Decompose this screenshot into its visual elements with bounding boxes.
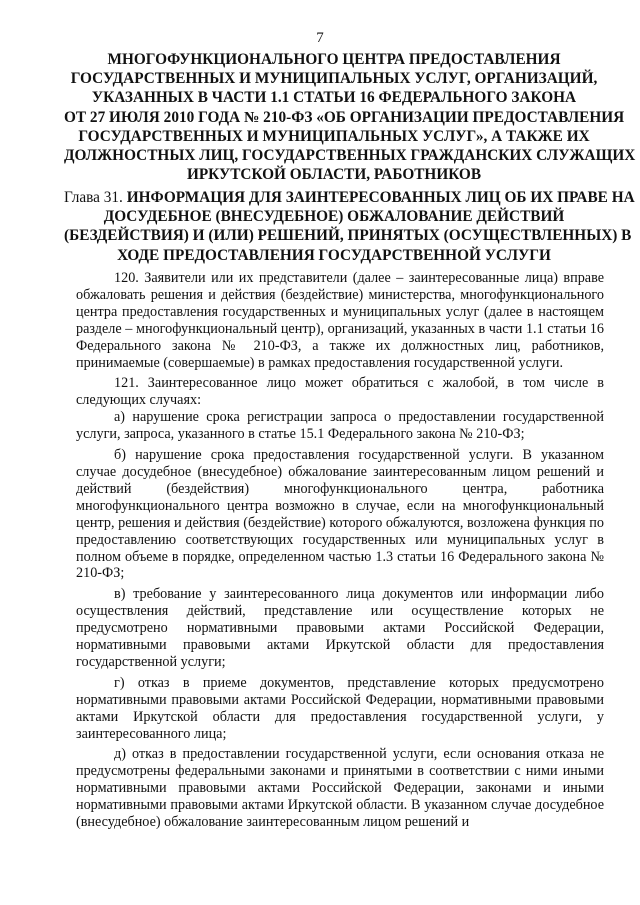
paragraph-121: 121. Заинтересованное лицо может обратиться с жалобой, в том числе в следующих случаях:	[76, 375, 604, 409]
heading-line: МНОГОФУНКЦИОНАЛЬНОГО ЦЕНТРА ПРЕДОСТАВЛЕНИЯ	[107, 51, 561, 68]
paragraph-item-d: д) отказ в предоставлении государственной услуги, если основания отказа не предусмотрены федеральными законами и принятыми в соответствии с ними иными нормативными правовыми актами Российской Федерации, законами и иными нормативными правовыми актами Иркутской области. В указанном случае досудебное (внесудебное) обжалование заинтересованным лицом решений и	[76, 746, 604, 831]
heading-line: ГОСУДАРСТВЕННЫХ И МУНИЦИПАЛЬНЫХ УСЛУГ», А ТАКЖЕ ИХ	[78, 127, 590, 145]
heading-line: ИРКУТСКОЙ ОБЛАСТИ, РАБОТНИКОВ	[186, 166, 482, 184]
heading-line: ГОСУДАРСТВЕННЫХ И МУНИЦИПАЛЬНЫХ УСЛУГ, ОРГАНИЗАЦИЙ,	[70, 70, 598, 88]
chapter-title-line	[64, 188, 635, 207]
chapter-title-line: ДОСУДЕБНОЕ (ВНЕСУДЕБНОЕ) ОБЖАЛОВАНИЕ ДЕЙСТВИЙ	[103, 208, 565, 226]
heading-line: УКАЗАННЫХ В ЧАСТИ 1.1 СТАТЬИ 16 ФЕДЕРАЛЬНОГО ЗАКОНА	[91, 89, 577, 107]
heading-line: ДОЛЖНОСТНЫХ ЛИЦ, ГОСУДАРСТВЕННЫХ ГРАЖДАНСКИХ СЛУЖАЩИХ	[64, 147, 636, 165]
chapter-number: Глава 31.	[64, 189, 123, 206]
heading-line: ОТ 27 ИЮЛЯ 2010 ГОДА № 210-ФЗ «ОБ ОРГАНИЗАЦИИ ПРЕДОСТАВЛЕНИЯ	[64, 108, 625, 126]
page-number: 7	[316, 30, 324, 46]
document-body	[76, 270, 604, 835]
chapter-title-line: ХОДЕ ПРЕДОСТАВЛЕНИЯ ГОСУДАРСТВЕННОЙ УСЛУГИ	[117, 246, 551, 264]
section-heading	[64, 50, 636, 184]
paragraph-item-g: г) отказ в приеме документов, представление которых предусмотрено нормативными правовыми актами Российской Федерации, нормативными правовыми актами Иркутской области для предоставления государственной услуги, у заинтересованного лица;	[76, 674, 604, 742]
paragraph-item-a: а) нарушение срока регистрации запроса о предоставлении государственной услуги, запроса, указанного в статье 15.1 Федерального закона № 210-ФЗ;	[76, 409, 604, 443]
paragraph-120: 120. Заявители или их представители (далее – заинтересованные лица) вправе обжаловать решения и действия (бездействие) министерства, многофункционального центра предоставления государственных и муниципальных услуг (далее в настоящем разделе – многофункциональный центр), организаций, указанных в части 1.1 статьи 16 Федерального закона № 210-ФЗ, а также их должностных лиц, работников, принимаемые (совершаемые) в рамках предоставления государственной услуги.	[76, 270, 604, 371]
chapter-title-line: (БЕЗДЕЙСТВИЯ) И (ИЛИ) РЕШЕНИЙ, ПРИНЯТЫХ (ОСУЩЕСТВЛЕННЫХ) В	[64, 227, 632, 245]
chapter-title	[64, 188, 635, 265]
paragraph-item-v: в) требование у заинтересованного лица документов или информации либо осуществления действий, представление или осуществление которых не предусмотрено нормативными правовыми актами Российской Федерации, нормативными правовыми актами Иркутской области для предоставления государственной услуги;	[76, 586, 604, 670]
chapter-title-text: ИНФОРМАЦИЯ ДЛЯ ЗАИНТЕРЕСОВАННЫХ ЛИЦ ОБ ИХ ПРАВЕ НА	[122, 189, 635, 206]
paragraph-item-b: б) нарушение срока предоставления государственной услуги. В указанном случае досудебное (внесудебное) обжалование заинтересованным лицом решений и действий (бездействия) многофункционального центра, работника многофункционального центра возможно в случае, если на многофункциональный центр, решения и действия (бездействие) которого обжалуются, возложена функция по предоставлению соответствующих государственных или муниципальных услуг в полном объеме в порядке, определенном частью 1.3 статьи 16 Федерального закона № 210-ФЗ;	[76, 447, 604, 582]
